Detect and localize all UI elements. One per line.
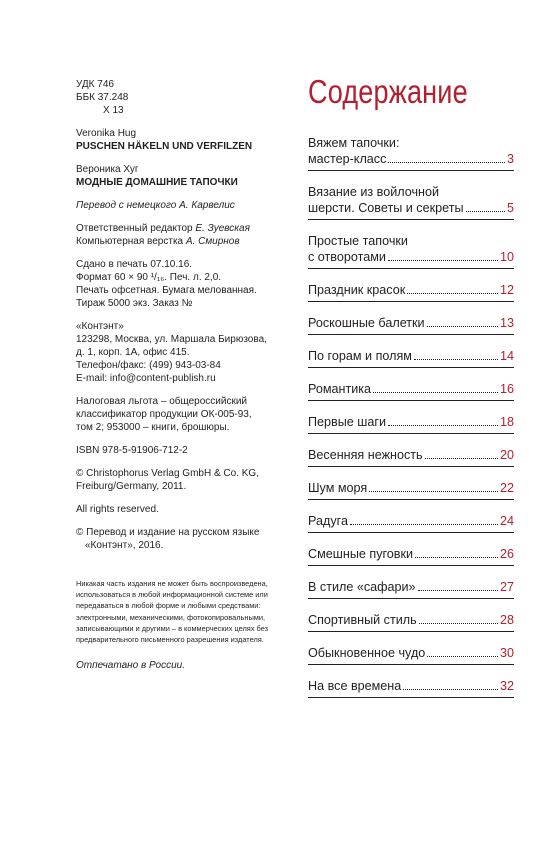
toc-leader-dots bbox=[369, 491, 498, 492]
copyright-line: © Christophorus Verlag GmbH & Co. KG, bbox=[76, 468, 259, 479]
toc-entry-line bbox=[308, 151, 514, 167]
toc-entry-title: Спортивный стиль bbox=[308, 613, 417, 627]
toc-entry-title: Шум моря bbox=[308, 481, 368, 495]
toc-entry bbox=[308, 645, 514, 665]
notice-line: записывающими и другими – в коммерческих целях без bbox=[76, 623, 269, 633]
editor-credit bbox=[76, 222, 286, 235]
toc-page-number: 30 bbox=[499, 646, 514, 660]
toc-entry-title: Весенняя нежность bbox=[308, 448, 423, 462]
toc-leader-dots bbox=[419, 623, 498, 624]
original-author: Veronika Hug bbox=[76, 128, 137, 139]
publisher-info bbox=[76, 320, 286, 385]
bbk-code: ББК 37.248 bbox=[76, 92, 129, 103]
toc-entry bbox=[308, 546, 514, 566]
toc-page-number: 24 bbox=[499, 514, 514, 528]
toc-entry-title: Первые шаги bbox=[308, 415, 387, 429]
imprint-column bbox=[76, 78, 286, 672]
toc-entry bbox=[308, 414, 514, 434]
toc-page-number: 14 bbox=[499, 349, 514, 363]
toc-leader-dots bbox=[425, 458, 498, 459]
russian-edition bbox=[76, 163, 286, 189]
toc-entry bbox=[308, 381, 514, 401]
toc-page-number: 13 bbox=[499, 316, 514, 330]
toc-entry-line bbox=[308, 315, 514, 331]
toc-entry bbox=[308, 612, 514, 632]
toc-entry-line bbox=[308, 249, 514, 265]
toc-entry-line bbox=[308, 546, 514, 562]
toc-entry-title: Смешные пуговки bbox=[308, 547, 414, 561]
toc-page-number: 3 bbox=[506, 152, 514, 166]
toc-entry-title: В стиле «сафари» bbox=[308, 580, 416, 594]
toc-entry-line bbox=[308, 579, 514, 595]
toc-leader-dots bbox=[403, 689, 498, 690]
toc-entry bbox=[308, 480, 514, 500]
toc-entry-title: Романтика bbox=[308, 382, 372, 396]
tax-benefit bbox=[76, 395, 286, 434]
toc-page-number: 18 bbox=[499, 415, 514, 429]
copyright-line: © Перевод и издание на русском языке bbox=[76, 527, 260, 538]
publisher-line: «Контэнт» bbox=[76, 321, 124, 332]
toc-entry bbox=[308, 282, 514, 302]
toc-entry-line bbox=[308, 348, 514, 364]
copyright-line: «Контэнт», 2016. bbox=[85, 540, 164, 551]
toc-leader-dots bbox=[407, 293, 498, 294]
toc-entry-line bbox=[308, 678, 514, 694]
toc-entry-line bbox=[308, 480, 514, 496]
editor-label: Ответственный редактор bbox=[76, 223, 196, 234]
notice-line: электронными, механическими, фотокопировальными, bbox=[76, 612, 266, 622]
author-code: Х 13 bbox=[103, 105, 124, 116]
tax-line: классификатор продукции ОК-005-93, bbox=[76, 409, 252, 420]
tax-line: Налоговая льгота – общероссийский bbox=[76, 396, 248, 407]
toc-entry-line bbox=[308, 645, 514, 661]
rights-reserved: All rights reserved. bbox=[76, 504, 159, 515]
toc-entry-line bbox=[308, 184, 514, 200]
toc-entry bbox=[308, 348, 514, 368]
publisher-line: д. 1, корп. 1А, офис 415. bbox=[76, 347, 190, 358]
toc-entry-line bbox=[308, 513, 514, 529]
toc-entry-title: Роскошные балетки bbox=[308, 316, 425, 330]
translation-credit bbox=[76, 199, 286, 212]
toc-entry-line bbox=[308, 135, 514, 151]
toc-entry-title: Простые тапочки bbox=[308, 234, 408, 248]
toc-entry bbox=[308, 447, 514, 467]
editor-name: Е. Зуевская bbox=[195, 223, 250, 234]
toc-leader-dots bbox=[414, 359, 498, 360]
toc-entry bbox=[308, 579, 514, 599]
copyright-line: Freiburg/Germany, 2011. bbox=[76, 481, 187, 492]
toc-page-number: 5 bbox=[506, 201, 514, 215]
publisher-line: Телефон/факс: (499) 943-03-84 bbox=[76, 360, 221, 371]
toc-leader-dots bbox=[415, 557, 498, 558]
legal-notice bbox=[76, 578, 286, 645]
toc-leader-dots bbox=[427, 326, 498, 327]
notice-line: предварительного письменного разрешения издателя. bbox=[76, 635, 264, 645]
layout-credit bbox=[76, 235, 286, 248]
layout-name: А. Смирнов bbox=[185, 236, 240, 247]
toc-entry-title: Обыкновенное чудо bbox=[308, 646, 426, 660]
toc-entry bbox=[308, 315, 514, 335]
notice-line: передаваться в любой форме и любыми средствами: bbox=[76, 601, 261, 611]
table-of-contents bbox=[308, 135, 514, 711]
toc-page-number: 16 bbox=[499, 382, 514, 396]
toc-page-number: 22 bbox=[499, 481, 514, 495]
toc-entry-line bbox=[308, 612, 514, 628]
classification-codes bbox=[76, 78, 286, 117]
toc-leader-dots bbox=[388, 260, 498, 261]
isbn-block bbox=[76, 444, 286, 457]
toc-entry-line bbox=[308, 414, 514, 430]
toc-page-number: 20 bbox=[499, 448, 514, 462]
print-line: Формат 60 × 90 ¹/₁₆. Печ. л. 2,0. bbox=[76, 272, 222, 283]
toc-entry bbox=[308, 184, 514, 220]
toc-title: Содержание bbox=[308, 73, 468, 110]
print-line: Сдано в печать 07.10.16. bbox=[76, 259, 193, 270]
toc-leader-dots bbox=[388, 425, 498, 426]
original-edition bbox=[76, 127, 286, 153]
toc-leader-dots bbox=[466, 211, 505, 212]
russian-author: Вероника Хуг bbox=[76, 164, 139, 175]
original-title: PUSCHEN HÄKELN UND VERFILZEN bbox=[76, 141, 253, 152]
printed-in bbox=[76, 659, 286, 672]
notice-line: использоваться в любой информационной системе или bbox=[76, 590, 268, 600]
toc-entry bbox=[308, 678, 514, 698]
russian-title: МОДНЫЕ ДОМАШНИЕ ТАПОЧКИ bbox=[76, 177, 238, 188]
toc-leader-dots bbox=[418, 590, 498, 591]
toc-entry-line bbox=[308, 282, 514, 298]
toc-entry-title: Праздник красок bbox=[308, 283, 406, 297]
udk-code: УДК 746 bbox=[76, 79, 114, 90]
staff-credits bbox=[76, 222, 286, 248]
toc-entry-title: Вяжем тапочки: bbox=[308, 136, 400, 150]
toc-leader-dots bbox=[350, 524, 498, 525]
print-details bbox=[76, 258, 286, 310]
toc-leader-dots bbox=[427, 656, 498, 657]
toc-entry-title: с отворотами bbox=[308, 250, 386, 264]
toc-entry-title: шерсти. Советы и секреты bbox=[308, 201, 464, 215]
copyright-russian bbox=[76, 526, 286, 552]
print-line: Печать офсетная. Бумага мелованная. bbox=[76, 285, 257, 296]
toc-leader-dots bbox=[388, 162, 505, 163]
layout-label: Компьютерная верстка bbox=[76, 236, 186, 247]
tax-line: том 2; 953000 – книги, брошюры. bbox=[76, 422, 230, 433]
print-line: Тираж 5000 экз. Заказ № bbox=[76, 298, 193, 309]
toc-entry-line bbox=[308, 381, 514, 397]
toc-entry-line bbox=[308, 233, 514, 249]
publisher-line: E-mail: info@content-publish.ru bbox=[76, 373, 216, 384]
toc-page-number: 12 bbox=[499, 283, 514, 297]
toc-entry bbox=[308, 513, 514, 533]
toc-leader-dots bbox=[373, 392, 498, 393]
toc-page-number: 28 bbox=[499, 613, 514, 627]
printed-country: Отпечатано в России. bbox=[76, 660, 185, 672]
toc-entry-title: По горам и полям bbox=[308, 349, 412, 363]
toc-entry-title: Радуга bbox=[308, 514, 348, 528]
toc-entry bbox=[308, 233, 514, 269]
toc-page-number: 26 bbox=[499, 547, 514, 561]
toc-page-number: 32 bbox=[499, 679, 514, 693]
copyright-original bbox=[76, 467, 286, 493]
toc-entry-title: На все времена bbox=[308, 679, 402, 693]
toc-page-number: 27 bbox=[499, 580, 514, 594]
toc-entry-line bbox=[308, 200, 514, 216]
translator: Перевод с немецкого А. Карвелис bbox=[76, 200, 235, 211]
toc-entry-line bbox=[308, 447, 514, 463]
notice-line: Никакая часть издания не может быть воспроизведена, bbox=[76, 579, 268, 588]
toc-entry-title: Вязание из войлочной bbox=[308, 185, 440, 199]
toc-entry bbox=[308, 135, 514, 171]
toc-page-number: 10 bbox=[499, 250, 514, 264]
toc-entry-title: мастер-класс bbox=[308, 152, 387, 166]
publisher-line: 123298, Москва, ул. Маршала Бирюзова, bbox=[76, 334, 267, 345]
isbn: ISBN 978-5-91906-712-2 bbox=[76, 445, 188, 456]
rights-block bbox=[76, 503, 286, 516]
